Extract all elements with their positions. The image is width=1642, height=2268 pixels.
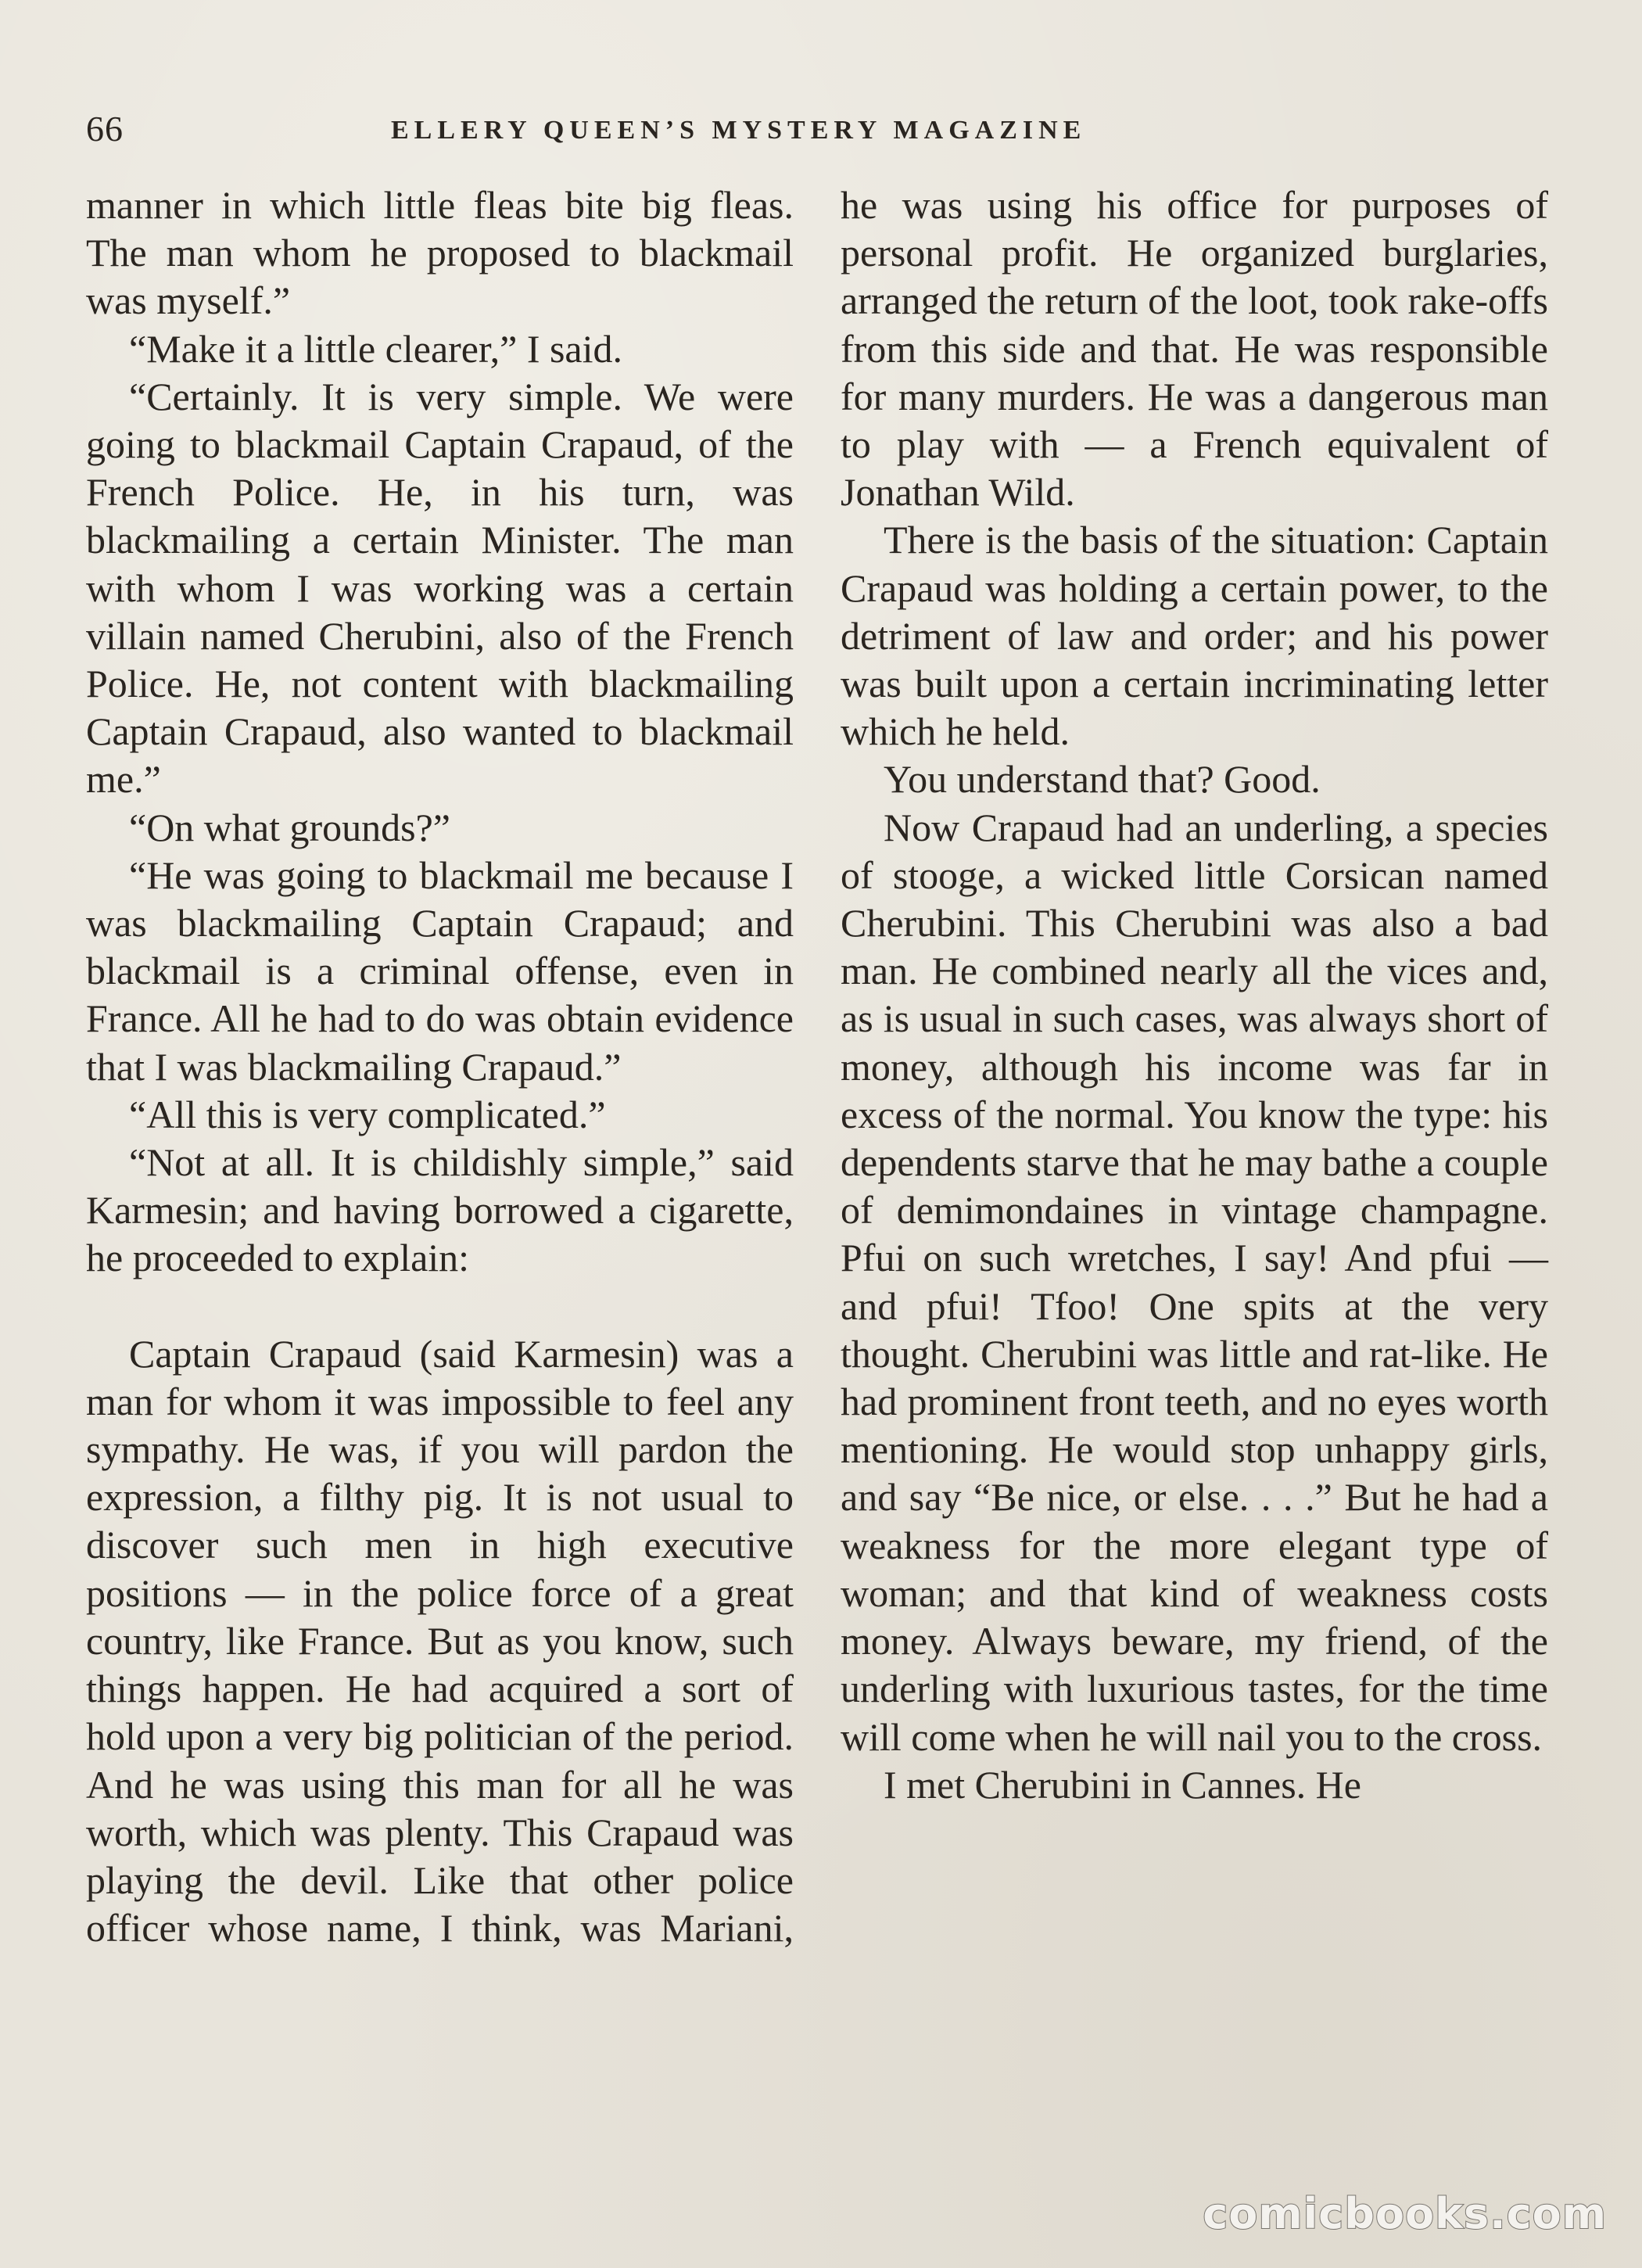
magazine-title: ELLERY QUEEN’S MYSTERY MAGAZINE: [391, 116, 1087, 145]
paragraph: “Make it a little clearer,” I said.: [129, 326, 623, 371]
page-number: 66: [86, 109, 124, 149]
site-watermark: comicbooks.com: [1203, 2189, 1607, 2238]
paragraph: he was using his office for purposes of personal profit. He organized burglaries, arranged the return of the loot, took rake-offs from this side and that. He was responsible for many murders. He was a dangerous man to play with — a French equivalent of Jonathan Wild.: [841, 183, 1548, 515]
paragraph: “Certainly. It is very simple. We were going to blackmail Captain Crapaud, of the French Police. He, in his turn, was blackmailing a certain Minister. The man with whom I was working was a certain villain named Cherubini, also of the French Police. He, not content with blackmailing Captain Crapaud, also wanted to blackmail me.”: [86, 374, 794, 802]
paragraph: “All this is very complicated.”: [129, 1092, 606, 1136]
paragraph: You understand that? Good.: [884, 757, 1321, 802]
right-column: [841, 181, 1548, 1809]
paragraph: There is the basis of the situation: Captain Crapaud was holding a certain power, to the detriment of law and order; and his power was built upon a certain incriminating letter which he held.: [841, 518, 1548, 754]
paragraph: “He was going to blackmail me because I was blackmailing Captain Crapaud; and blackmail is a criminal offense, even in France. All he had to do was obtain evidence that I was blackmailing Crapaud.”: [86, 852, 794, 1089]
running-head: [86, 108, 1556, 155]
paragraph: “On what grounds?”: [129, 805, 450, 849]
left-column: [86, 181, 794, 1952]
paragraph: Now Crapaud had an underling, a species of stooge, a wicked little Corsican named Cherubini. This Cherubini was also a bad man. He combined nearly all the vices and, as is usual in such cases, was always short of money, although his income was far in excess of the normal. You know the type: his dependents starve that he may bathe a couple of demimondaines in vintage champagne. Pfui on such wretches, I say! And pfui — and pfui! Tfoo! One spits at the very thought. Cherubini was little and rat-like. He had prominent front teeth, and no eyes worth mentioning. He would stop unhappy girls, and say “Be nice, or else. . . .” But he had a weakness for the more elegant type of woman; and that kind of weakness costs money. Always beware, my friend, of the underling with luxurious tastes, for the time will come when he will nail you to the cross.: [841, 805, 1548, 1759]
paragraph: “Not at all. It is childishly simple,” said Karmesin; and having borrowed a cigarette, he proceeded to explain:: [86, 1140, 794, 1280]
paragraph: I met Cherubini in Cannes. He: [884, 1762, 1361, 1807]
paragraph: manner in which little fleas bite big fleas. The man whom he proposed to blackmail was myself.”: [86, 183, 794, 323]
paragraph: Captain Crapaud (said Karmesin) was a man for whom it was impossible to feel any sympathy. He was, if you will pardon the expression, a filthy pig. It is not usual to discover such men in high executive positions — in the police force of a great country, like France. But as you know, such things happen. He had acquired a sort of hold upon a very big politician of the period. And he was using this man for all he was worth, which was plenty. This Crapaud was playing the devil. Like that other police officer whose name, I think, was Mariani,: [86, 1331, 794, 1950]
